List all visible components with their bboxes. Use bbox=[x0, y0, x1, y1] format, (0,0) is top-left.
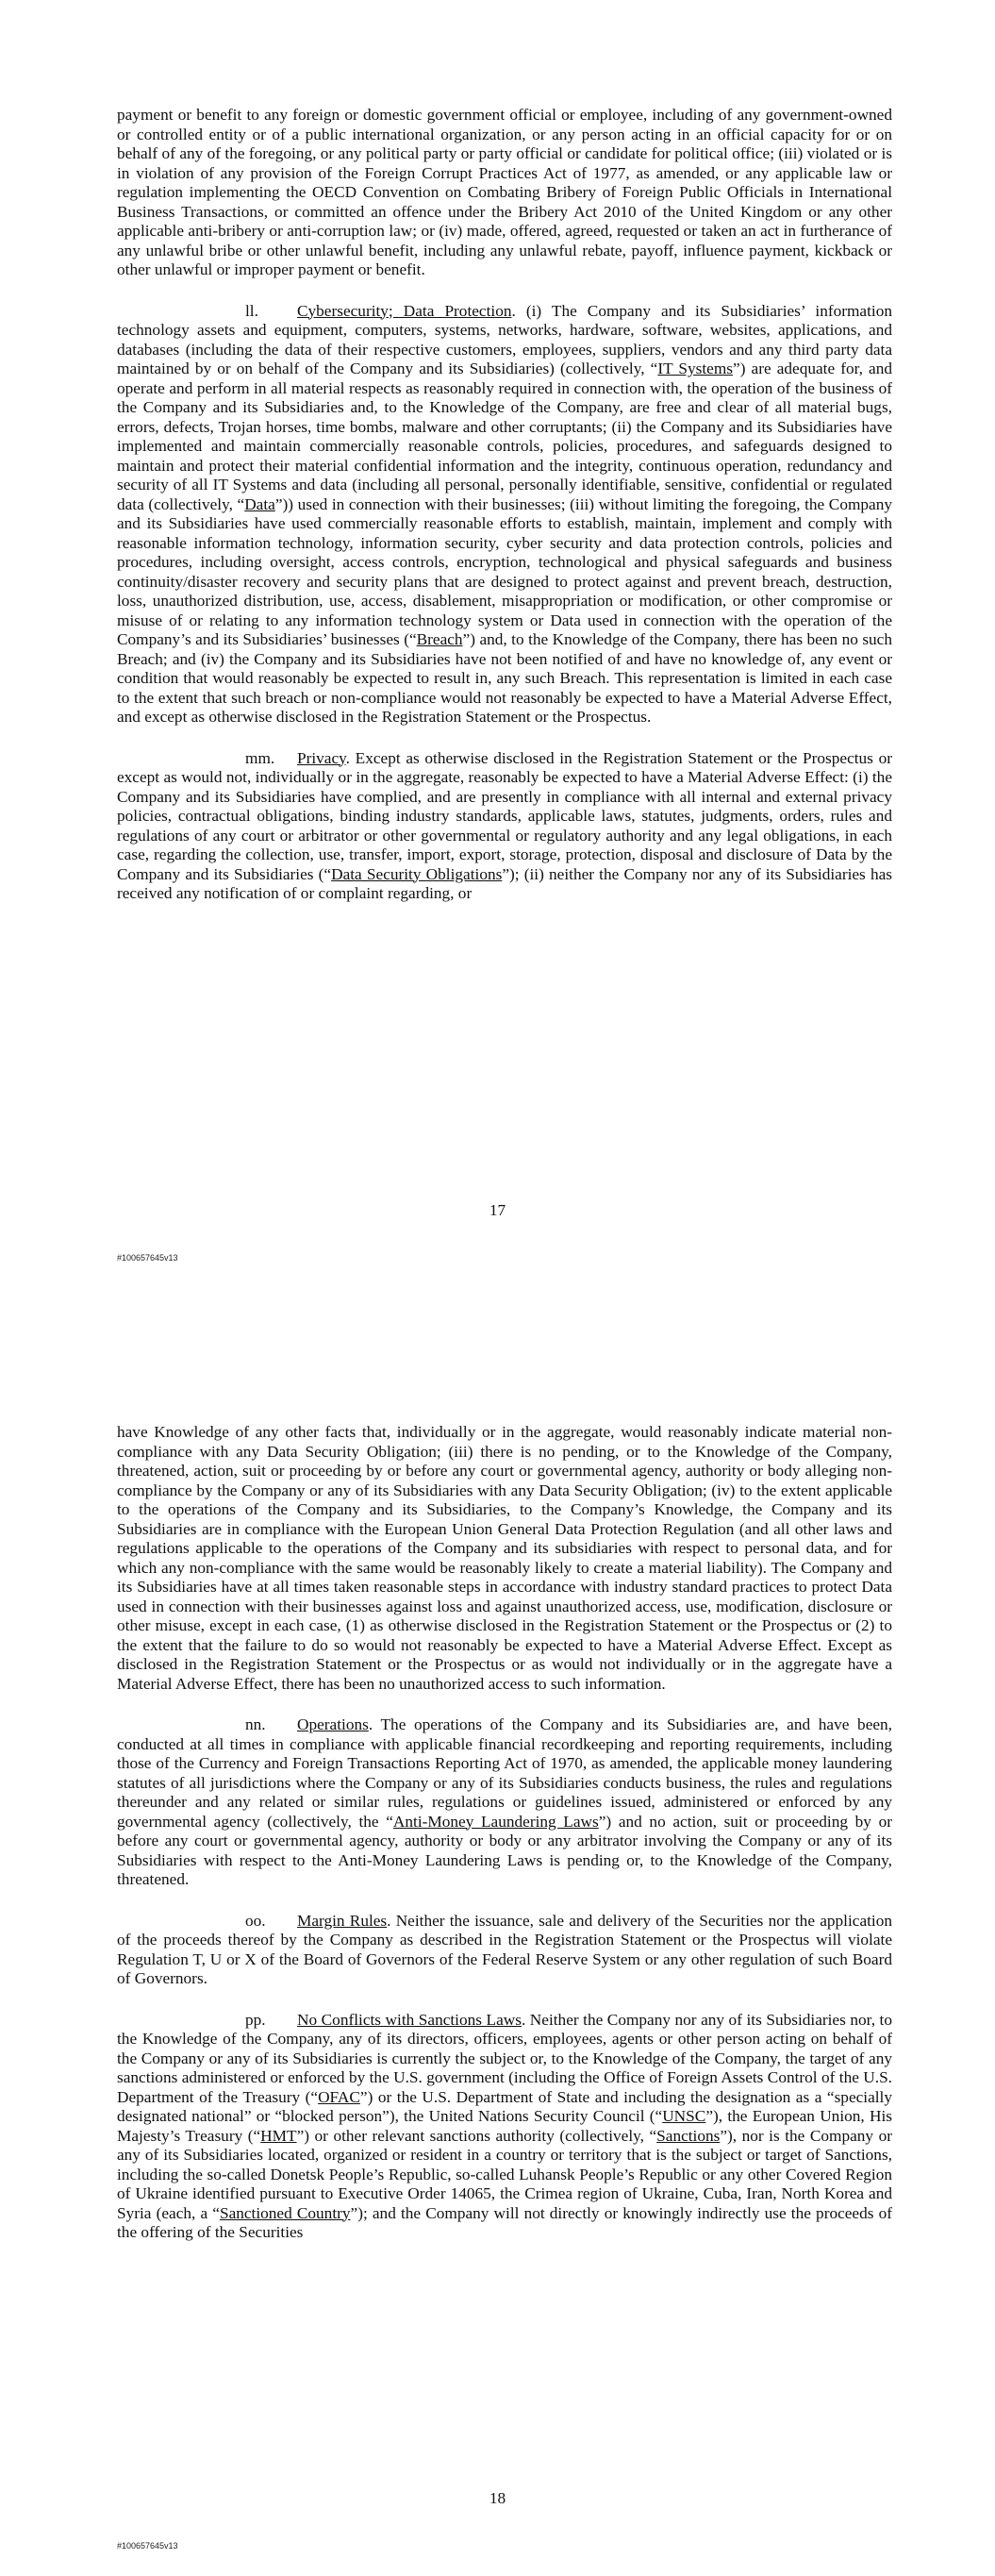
defined-term: Sanctioned Country bbox=[219, 2203, 351, 2222]
section-heading: Cybersecurity; Data Protection bbox=[297, 301, 512, 320]
section-ll: ll. Cybersecurity; Data Protection. (i) The Company and its Subsidiaries’ information technology assets and equipment, computers, systems, networks, hardware, software, websites, applications, and databases (including the data of their respective customers, employees, suppliers, vendors and any third party data maintained by or on behalf of the Company and its Subsidiaries) (collectively, “IT Systems”) are adequate for, and operate and perform in all material respects as reasonably required in connection with, the operation of the business of the Company and its Subsidiaries and, to the Knowledge of the Company, are free and clear of all material bugs, errors, defects, Trojan horses, time bombs, malware and other corruptants; (ii) the Company and its Subsidiaries have implemented and maintain commercially reasonable controls, policies, procedures, and safeguards designed to maintain and protect their material confidential information and the integrity, continuous operation, redundancy and security of all IT Systems and data (including all personal, personally identifiable, sensitive, confidential or regulated data (collectively, “Data”)) used in connection with their businesses; (iii) without limiting the foregoing, the Company and its Subsidiaries have used commercially reasonable efforts to establish, maintain, implement and comply with reasonable information technology, information security, cyber security and data protection controls, policies and procedures, including oversight, access controls, encryption, technological and physical safeguards and business continuity/disaster recovery and security plans that are designed to protect against and prevent breach, destruction, loss, unauthorized distribution, use, access, disablement, misappropriation or modification, or other compromise or misuse of or relating to any information technology system or Data used in connection with the operation of the Company’s and its Subsidiaries’ businesses (“Breach”) and, to the Knowledge of the Company, there has been no such Breach; and (iv) the Company and its Subsidiaries have not been notified of and have no knowledge of, any event or condition that would reasonably be expected to result in, any such Breach. This representation is limited in each case to the extent that such breach or non-compliance would not reasonably be expected to have a Material Adverse Effect, and except as otherwise disclosed in the Registration Statement or the Prospectus. bbox=[117, 301, 893, 726]
section-heading: Privacy bbox=[297, 748, 346, 767]
section-number: ll. bbox=[245, 301, 258, 320]
defined-term: Breach bbox=[416, 630, 463, 648]
defined-term: Sanctions bbox=[656, 2126, 721, 2145]
section-heading: Operations bbox=[297, 1715, 369, 1733]
page-number: 18 bbox=[489, 2489, 506, 2507]
section-number: nn. bbox=[245, 1715, 266, 1733]
document-id: #100657645v13 bbox=[117, 2541, 178, 2551]
page-18-body bbox=[117, 1423, 892, 2265]
section-number: mm. bbox=[245, 748, 275, 767]
defined-term: IT Systems bbox=[657, 360, 734, 377]
page-18 bbox=[0, 1288, 995, 2576]
defined-term: OFAC bbox=[318, 2087, 360, 2106]
section-heading: No Conflicts with Sanctions Laws bbox=[297, 2010, 522, 2029]
defined-term: Anti-Money Laundering Laws bbox=[392, 1812, 599, 1831]
defined-term: Data Security Obligations bbox=[331, 864, 503, 883]
paragraph-continued: payment or benefit to any foreign or domestic government official or employee, including of any government-owned or controlled entity or of a public international organization, or any person acting in an official capacity for or on behalf of any of the foregoing, or any political party or party official or candidate for political office; (iii) violated or is in violation of any provision of the Foreign Corrupt Practices Act of 1977, as amended, or any applicable law or regulation implementing the OECD Convention on Combating Bribery of Foreign Public Officials in International Business Transactions, or committed an offence under the Bribery Act 2010 of the United Kingdom or any other applicable anti-bribery or anti-corruption law; or (iv) made, offered, agreed, requested or taken an act in furtherance of any unlawful bribe or other unlawful benefit, including any unlawful rebate, payoff, influence payment, kickback or other unlawful or improper payment or benefit. bbox=[117, 106, 892, 278]
section-pp: pp. No Conflicts with Sanctions Laws. Neither the Company nor any of its Subsidiaries nor, to the Knowledge of the Company, any of its directors, officers, employees, agents or other person acting on behalf of the Company or any of its Subsidiaries is currently the subject or, to the Knowledge of the Company, the target of any sanctions administered or enforced by the U.S. government (including the Office of Foreign Assets Control of the U.S. Department of the Treasury (“OFAC”) or the U.S. Department of State and including the designation as a “specially designated national” or “blocked person”), the United Nations Security Council (“UNSC”), the European Union, His Majesty’s Treasury (“HMT”) or other relevant sanctions authority (collectively, “Sanctions”), nor is the Company or any of its Subsidiaries located, organized or resident in a country or territory that is the subject or target of Sanctions, including the so-called Donetsk People’s Republic, so-called Luhansk People’s Republic or any other Covered Region of Ukraine identified pursuant to Executive Order 14065, the Crimea region of Ukraine, Cuba, Iran, North Korea and Syria (each, a “Sanctioned Country”); and the Company will not directly or knowingly indirectly use the proceeds of the offering of the Securities bbox=[117, 2010, 893, 2241]
page-17-body bbox=[117, 106, 892, 926]
section-number: pp. bbox=[245, 2010, 266, 2029]
section-heading: Margin Rules bbox=[297, 1911, 388, 1930]
paragraph-continued: have Knowledge of any other facts that, individually or in the aggregate, would reasonably indicate material non-compliance with any Data Security Obligation; (iii) there is no pending, or to the Knowledge of the Company, threatened, action, suit or proceeding by or before any court or governmental agency, authority or body alleging non-compliance by the Company or any of its Subsidiaries with any Data Security Obligation; (iv) to the extent applicable to the operations of the Company and its Subsidiaries, to the Company’s Knowledge, the Company and its Subsidiaries are in compliance with the European Union General Data Protection Regulation (and all other laws and regulations applicable to the operations of the Company and its subsidiaries with respect to personal data, and for which any non-compliance with the same would be reasonably likely to create a material liability). The Company and its Subsidiaries have at all times taken reasonable steps in accordance with industry standard practices to protect Data used in connection with their businesses against loss and against unauthorized access, use, modification, disclosure or other misuse, except in each case, (1) as otherwise disclosed in the Registration Statement or the Prospectus or (2) to the extent that the failure to do so would not reasonably be expected to have a Material Adverse Effect. Except as disclosed in the Registration Statement or the Prospectus or as would not individually or in the aggregate have a Material Adverse Effect, there has been no unauthorized access to such information. bbox=[117, 1423, 892, 1693]
section-nn: nn. Operations. The operations of the Company and its Subsidiaries are, and have been, conducted at all times in compliance with applicable financial recordkeeping and reporting requirements, including those of the Currency and Foreign Transactions Reporting Act of 1970, as amended, the applicable money laundering statutes of all jurisdictions where the Company or any of its Subsidiaries conducts business, the rules and regulations thereunder and any related or similar rules, regulations or guidelines issued, administered or enforced by any governmental agency (collectively, the “Anti-Money Laundering Laws”) and no action, suit or proceeding by or before any court or governmental agency, authority or body or any arbitrator involving the Company or any of its Subsidiaries with respect to the Anti-Money Laundering Laws is pending or, to the Knowledge of the Company, threatened. bbox=[117, 1715, 892, 1888]
page-number: 17 bbox=[489, 1201, 506, 1219]
section-mm: mm. Privacy. Except as otherwise disclosed in the Registration Statement or the Prospectus or except as would not, individually or in the aggregate, reasonably be expected to have a Material Adverse Effect: (i) the Company and its Subsidiaries have complied, and are presently in compliance with all internal and external privacy policies, contractual obligations, binding industry standards, applicable laws, statutes, judgments, orders, rules and regulations of any court or arbitrator or other governmental or regulatory authority and any legal obligations, in each case, regarding the collection, use, transfer, import, export, storage, protection, disposal and disclosure of Data by the Company and its Subsidiaries (“Data Security Obligations”); (ii) neither the Company nor any of its Subsidiaries has received any notification of or complaint regarding, or bbox=[117, 748, 892, 902]
section-oo: oo. Margin Rules. Neither the issuance, sale and delivery of the Securities nor the application of the proceeds thereof by the Company as described in the Registration Statement or the Prospectus will violate Regulation T, U or X of the Board of Governors of the Federal Reserve System or any other regulation of such Board of Governors. bbox=[117, 1911, 892, 1987]
section-number: oo. bbox=[245, 1911, 266, 1930]
defined-term: UNSC bbox=[662, 2107, 706, 2125]
defined-term: Data bbox=[244, 494, 275, 513]
document-id: #100657645v13 bbox=[117, 1253, 178, 1263]
defined-term: HMT bbox=[260, 2126, 297, 2145]
